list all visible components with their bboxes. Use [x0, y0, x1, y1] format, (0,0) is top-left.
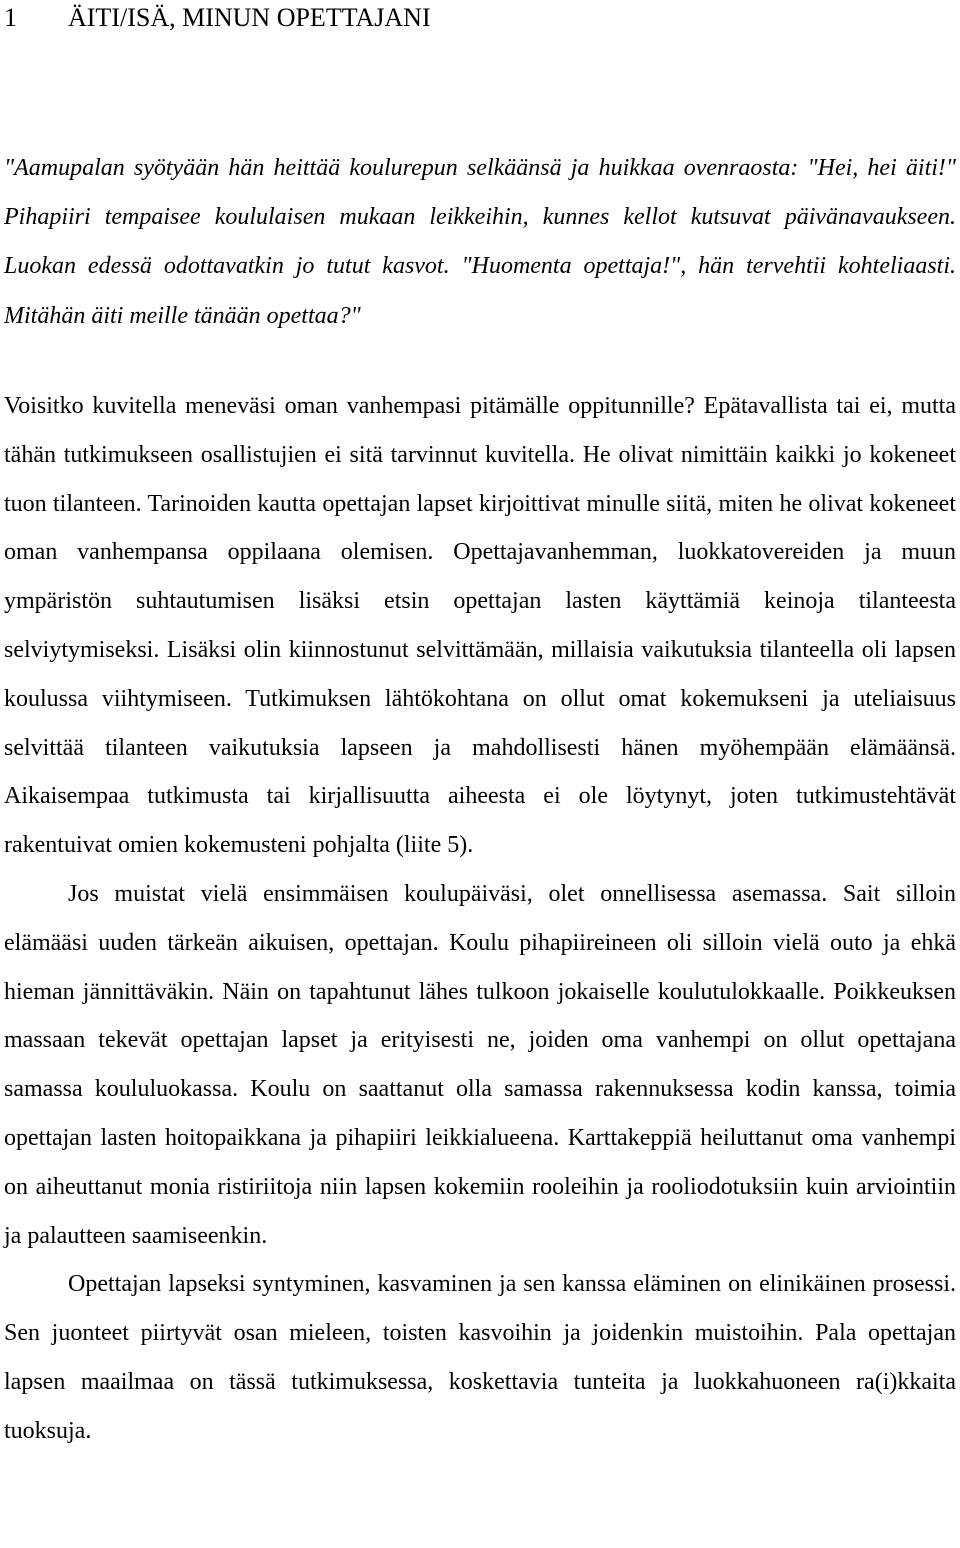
- paragraph-3: Opettajan lapseksi syntyminen, kasvaminen ja sen kanssa eläminen on elinikäinen prosessi. Sen juonteet piirtyvät osan mieleen, toisten kasvoihin ja joidenkin muistoihin. Pala opettajan lapsen maailmaa on tässä tutkimuksessa, koskettavia tunteita ja luokkahuoneen ra(i)kkaita tuoksuja.: [4, 1271, 956, 1444]
- opening-quote: "Aamupalan syötyään hän heittää koulurepun selkäänsä ja huikkaa ovenraosta: "Hei, hei äiti!" Pihapiiri tempaisee koululaisen mukaan leikkeihin, kunnes kellot kutsuvat päivänavaukseen. Luokan edessä odottavatkin jo tutut kasvot. "Huomenta opettaja!", hän tervehtii kohteliaasti. Mitähän äiti meille tänään opettaa?": [4, 155, 956, 329]
- chapter-number: 1: [4, 3, 17, 32]
- body-text: [4, 382, 956, 1456]
- chapter-title: ÄITI/ISÄ, MINUN OPETTAJANI: [68, 3, 431, 32]
- paragraph-2: Jos muistat vielä ensimmäisen koulupäiväsi, olet onnellisessa asemassa. Sait silloin elämääsi uuden tärkeän aikuisen, opettajan. Koulu pihapiireineen oli silloin vielä outo ja ehkä hieman jännittäväkin. Näin on tapahtunut lähes tulkoon jokaiselle koulutulokkaalle. Poikkeuksen massaan tekevät opettajan lapset ja erityisesti ne, joiden oma vanhempi on ollut opettajana samassa koululuokassa. Koulu on saattanut olla samassa rakennuksessa kodin kanssa, toimia opettajan lasten hoitopaikkana ja pihapiiri leikkialueena. Karttakeppiä heiluttanut oma vanhempi on aiheuttanut monia ristiriitoja niin lapsen kokemiin rooleihin ja rooliodotuksiin kuin arviointiin ja palautteen saamiseenkin.: [4, 880, 956, 1249]
- paragraph-1: Voisitko kuvitella meneväsi oman vanhempasi pitämälle oppitunnille? Epätavallista tai ei, mutta tähän tutkimukseen osallistujien ei sitä tarvinnut kuvitella. He olivat nimittäin kaikki jo kokeneet tuon tilanteen. Tarinoiden kautta opettajan lapset kirjoittivat minulle siitä, miten he olivat kokeneet oman vanhempansa oppilaana olemisen. Opettajavanhemman, luokkatovereiden ja muun ympäristön suhtautumisen lisäksi etsin opettajan lasten käyttämiä keinoja tilanteesta selviytymiseksi. Lisäksi olin kiinnostunut selvittämään, millaisia vaikutuksia tilanteella oli lapsen koulussa viihtymiseen. Tutkimuksen lähtökohtana on ollut omat kokemukseni ja uteliaisuus selvittää tilanteen vaikutuksia lapseen ja mahdollisesti hänen myöhempään elämäänsä. Aikaisempaa tutkimusta tai kirjallisuutta aiheesta ei ole löytynyt, joten tutkimustehtävät rakentuivat omien kokemusteni pohjalta (liite 5).: [4, 393, 956, 859]
- chapter-heading: [4, 2, 431, 34]
